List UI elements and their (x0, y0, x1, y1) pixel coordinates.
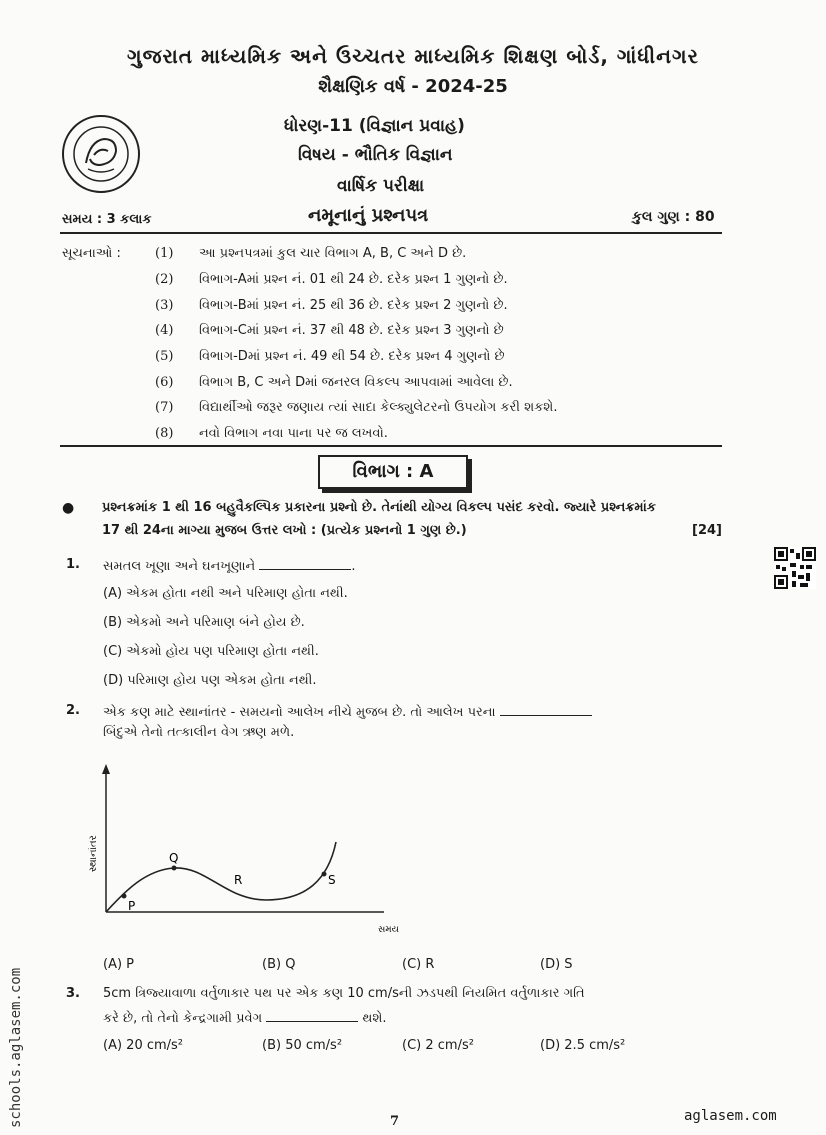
point-label: R (234, 873, 243, 887)
question-2-option: (B) Q (262, 957, 296, 972)
question-number: 2. (66, 703, 80, 718)
board-title: ગુજરાત માધ્યમિક અને ઉચ્ચતર માધ્યમિક શિક્ષણ બોર્ડ, ગાંધીનગર (127, 44, 699, 68)
question-3-option: (A) 20 cm/s² (103, 1038, 184, 1053)
bullet-icon: ● (62, 500, 75, 516)
point-q (172, 866, 177, 871)
board-seal-logo (60, 113, 142, 195)
question-1-option: (D) પરિમાણ હોય પણ એકમ હોતા નથી. (103, 673, 317, 688)
point-p (122, 894, 127, 899)
qr-code-icon (774, 547, 816, 589)
point-label: Q (169, 851, 179, 865)
question-3-option: (C) 2 cm/s² (402, 1038, 474, 1053)
instructions-label: સૂચનાઓ : (62, 246, 121, 261)
instruction-item: (4) વિભાગ-Cમાં પ્રશ્ન નં. 37 થી 48 છે. દરેક પ્રશ્ન 3 ગુણનો છે (155, 323, 504, 338)
question-number: 1. (66, 557, 80, 572)
answer-blank (259, 557, 351, 570)
question-3-text-line2: કરે છે, તો તેનો કેન્દ્રગામી પ્રવેગ થશે. (103, 1011, 387, 1026)
x-axis-label: સમય (378, 925, 400, 935)
instruction-item: (2) વિભાગ-Aમાં પ્રશ્ન નં. 01 થી 24 છે. દરેક પ્રશ્ન 1 ગુણનો છે. (155, 272, 508, 287)
paper-title: નમૂનાનું પ્રશ્નપત્ર (308, 205, 429, 226)
section-note-line2: 17 થી 24ના માગ્યા મુજબ ઉત્તર લખો : (પ્રત્યેક પ્રશ્નનો 1 ગુણ છે.) (102, 523, 467, 538)
divider (60, 232, 722, 234)
question-3-text-line1: 5cm ત્રિજ્યાવાળા વર્તુળાકાર પથ પર એક કણ 10 cm/sની ઝડપથી નિયમિત વર્તુળાકાર ગતિ (103, 986, 585, 1001)
section-note-line1: પ્રશ્નક્રમાંક 1 થી 16 બહુવૈકલ્પિક પ્રકારના પ્રશ્નો છે. તેનાંથી યોગ્ય વિકલ્પ પસંદ કરવો. જ્યારે પ્રશ્નક્રમાંક (102, 500, 656, 515)
academic-year: શૈક્ષણિક વર્ષ - 2024-25 (318, 76, 508, 97)
point-label: S (328, 873, 336, 887)
site-watermark: aglasem.com (684, 1108, 777, 1124)
exam-label: વાર્ષિક પરીક્ષા (337, 176, 425, 196)
standard-label: ધોરણ-11 (વિજ્ઞાન પ્રવાહ) (284, 116, 465, 136)
total-marks: કુલ ગુણ : 80 (632, 209, 715, 225)
instruction-item: (5) વિભાગ-Dમાં પ્રશ્ન નં. 49 થી 54 છે. દરેક પ્રશ્ન 4 ગુણનો છે (155, 349, 505, 364)
side-watermark: schools.aglasem.com (8, 967, 24, 1128)
instruction-item: (7) વિદ્યાર્થીઓ જરૂર જણાય ત્યાં સાદા કેલ્ક્યુલેટરનો ઉપયોગ કરી શકશે. (155, 400, 558, 415)
page-number: 7 (390, 1114, 400, 1129)
question-1-option: (A) એકમ હોતા નથી અને પરિમાણ હોતા નથી. (103, 586, 348, 601)
instruction-item: (8) નવો વિભાગ નવા પાના પર જ લખવો. (155, 426, 388, 441)
question-2-text-line1: એક કણ માટે સ્થાનાંતર - સમયનો આલેખ નીચે મુજબ છે. તો આલેખ પરના (103, 703, 592, 720)
question-2-text-line2: બિંદુએ તેનો તત્કાલીન વેગ ઋણ મળે. (103, 725, 295, 740)
graph-curve (106, 842, 336, 912)
answer-blank (500, 703, 592, 716)
question-3-option: (B) 50 cm/s² (262, 1038, 343, 1053)
y-axis-label: સ્થાનાંતર (88, 835, 99, 872)
subject-label: વિષય - ભૌતિક વિજ્ઞાન (298, 145, 453, 165)
instruction-item: (6) વિભાગ B, C અને Dમાં જનરલ વિકલ્પ આપવામાં આવેલા છે. (155, 375, 513, 390)
question-number: 3. (66, 986, 80, 1001)
question-2-option: (D) S (540, 957, 573, 972)
instruction-item: (1) આ પ્રશ્નપત્રમાં કુલ ચાર વિભાગ A, B, C અને D છે. (155, 246, 467, 261)
question-3-option: (D) 2.5 cm/s² (540, 1038, 626, 1053)
question-2-option: (C) R (402, 957, 435, 972)
time-duration: સમય : 3 કલાક (62, 212, 152, 227)
point-s (322, 872, 327, 877)
divider (60, 445, 722, 447)
question-1-option: (C) એકમો હોય પણ પરિમાણ હોતા નથી. (103, 644, 319, 659)
section-a-title: વિભાગ : A (318, 455, 468, 489)
question-2-option: (A) P (103, 957, 135, 972)
instruction-item: (3) વિભાગ-Bમાં પ્રશ્ન નં. 25 થી 36 છે. દરેક પ્રશ્ન 2 ગુણનો છે. (155, 298, 508, 313)
section-marks: [24] (692, 523, 722, 538)
question-1-option: (B) એકમો અને પરિમાણ બંને હોય છે. (103, 615, 305, 630)
displacement-time-graph (66, 760, 426, 940)
y-axis-arrow-icon (102, 764, 110, 774)
point-label: P (128, 899, 136, 913)
answer-blank (266, 1009, 358, 1022)
question-1-text: સમતલ ખૂણા અને ઘનખૂણાને . (103, 559, 356, 574)
